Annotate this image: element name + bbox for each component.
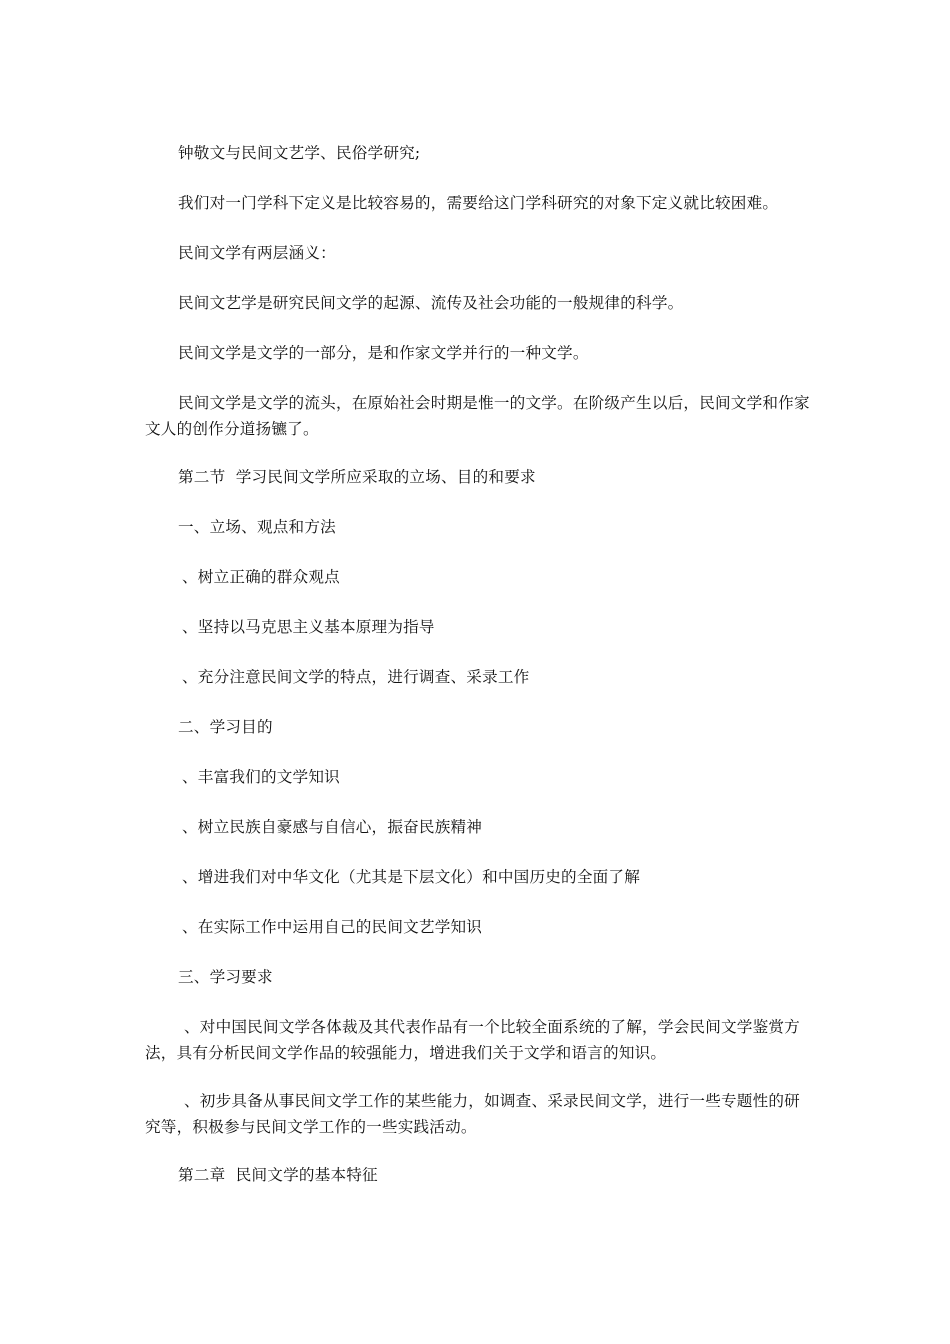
- chapter-heading: 第二章 民间文学的基本特征: [178, 1166, 378, 1184]
- list-item: 、丰富我们的文学知识: [182, 768, 340, 786]
- subsection-heading: 三、学习要求: [178, 968, 273, 986]
- paragraph: 民间文艺学是研究民间文学的起源、流传及社会功能的一般规律的科学。: [178, 294, 684, 312]
- paragraph: 钟敬文与民间文艺学、民俗学研究;: [178, 144, 421, 162]
- list-item: 、充分注意民间文学的特点，进行调查、采录工作: [182, 668, 530, 686]
- list-item: 、对中国民间文学各体裁及其代表作品有一个比较全面系统的了解，学会民间文学鉴赏方法，具有分析民间文学作品的较强能力，增进我们关于文学和语言的知识。: [145, 1018, 800, 1062]
- paragraph: 民间文学有两层涵义：: [178, 244, 336, 262]
- list-item: 、增进我们对中华文化（尤其是下层文化）和中国历史的全面了解: [182, 868, 641, 886]
- paragraph: 我们对一门学科下定义是比较容易的，需要给这门学科研究的对象下定义就比较困难。: [178, 194, 779, 212]
- list-item: 、树立正确的群众观点: [182, 568, 340, 586]
- paragraph: 民间文学是文学的一部分，是和作家文学并行的一种文学。: [178, 344, 589, 362]
- paragraph: 民间文学是文学的流头，在原始社会时期是惟一的文学。在阶级产生以后，民间文学和作家文人的创作分道扬镳了。: [145, 394, 810, 438]
- list-item: 、树立民族自豪感与自信心，振奋民族精神: [182, 818, 483, 836]
- subsection-heading: 一、立场、观点和方法: [178, 518, 336, 536]
- section-heading: 第二节 学习民间文学所应采取的立场、目的和要求: [178, 468, 536, 486]
- list-item: 、在实际工作中运用自己的民间文艺学知识: [182, 918, 483, 936]
- list-item: 、坚持以马克思主义基本原理为指导: [182, 618, 435, 636]
- list-item: 、初步具备从事民间文学工作的某些能力，如调查、采录民间文学，进行一些专题性的研究等，积极参与民间文学工作的一些实践活动。: [145, 1092, 800, 1136]
- subsection-heading: 二、学习目的: [178, 718, 273, 736]
